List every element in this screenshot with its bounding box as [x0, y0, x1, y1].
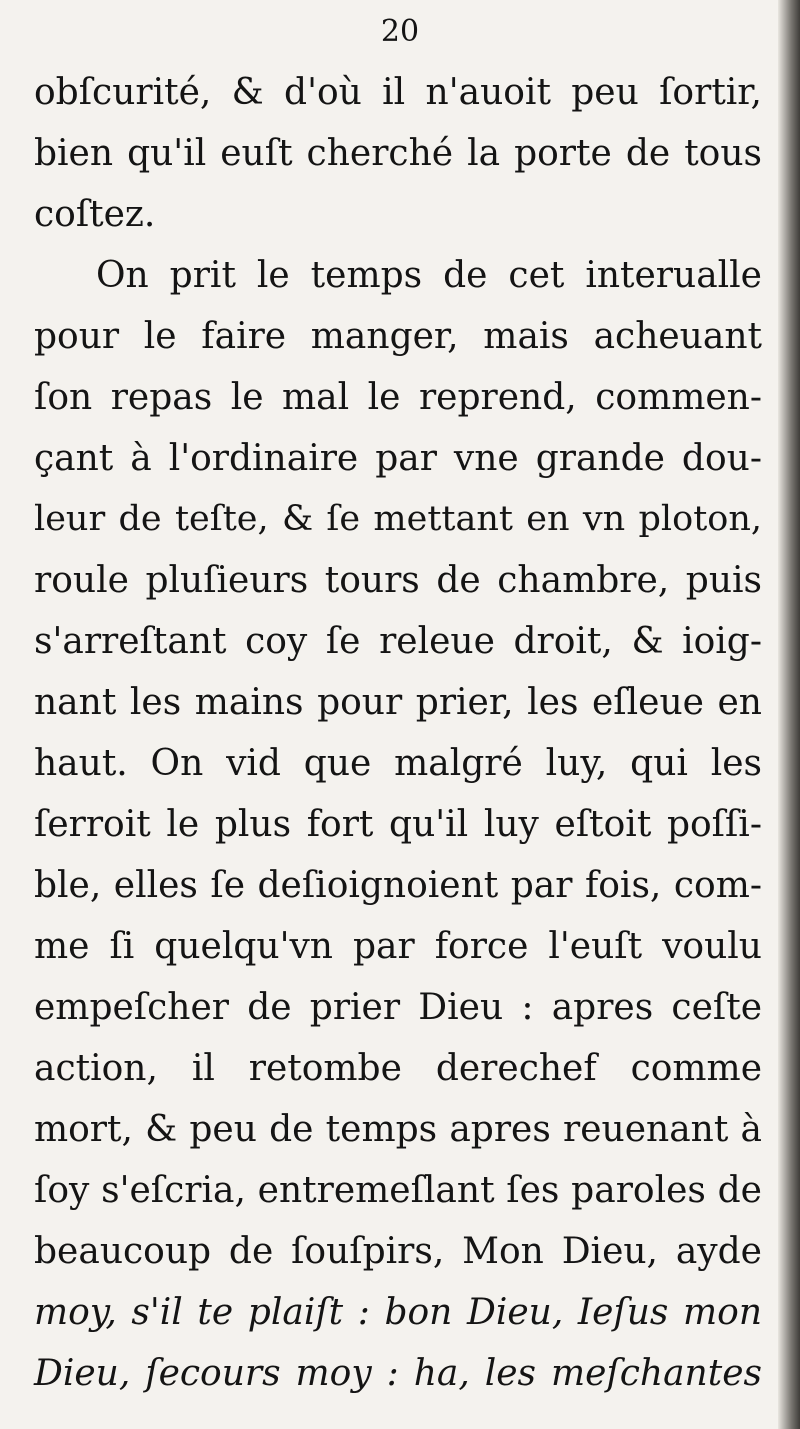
text-line: action, il retombe derechef comme: [34, 1048, 762, 1089]
text-line: moy, s'il te plaiſt : bon Dieu, Ieſus mon: [34, 1292, 762, 1333]
text-line: pour le faire manger, mais acheuant: [34, 316, 762, 357]
text-line: çant à l'ordinaire par vne grande dou-: [34, 438, 762, 479]
text-line: mort, & peu de temps apres reuenant à: [34, 1109, 762, 1150]
page-number: 20: [380, 14, 420, 49]
text-line: empeſcher de prier Dieu : apres ceſte: [34, 987, 762, 1028]
text-line: ſerroit le plus fort qu'il luy eſtoit poſſi-: [34, 804, 762, 845]
text-line: nant les mains pour prier, les eſleue en: [34, 682, 762, 723]
text-line: roule pluſieurs tours de chambre, puis: [34, 560, 762, 601]
text-line: Dieu, ſecours moy : ha, les meſchantes: [34, 1353, 762, 1394]
text-line: bien qu'il euſt cherché la porte de tous: [34, 133, 762, 174]
text-line: beaucoup de ſouſpirs, Mon Dieu, ayde: [34, 1231, 762, 1272]
text-line: s'arreſtant coy ſe releue droit, & ioig-: [34, 621, 762, 662]
text-line: ſoy s'eſcria, entremeſlant ſes paroles de: [34, 1170, 762, 1211]
text-line: ble, elles ſe deſioignoient par fois, com-: [34, 865, 762, 906]
text-line: me ſi quelqu'vn par force l'euſt voulu: [34, 926, 762, 967]
text-line: coſtez.: [34, 194, 156, 235]
text-line: leur de teſte, & ſe mettant en vn ploton,: [34, 499, 762, 539]
body-text: [34, 62, 762, 1404]
text-line: obſcurité, & d'où il n'auoit peu ſortir,: [34, 72, 762, 113]
text-line: On prit le temps de cet interualle: [96, 255, 762, 296]
text-line: haut. On vid que malgré luy, qui les: [34, 743, 762, 784]
text-line: ſon repas le mal le reprend, commen-: [34, 377, 762, 418]
page-edge-shadow: [778, 0, 800, 1429]
